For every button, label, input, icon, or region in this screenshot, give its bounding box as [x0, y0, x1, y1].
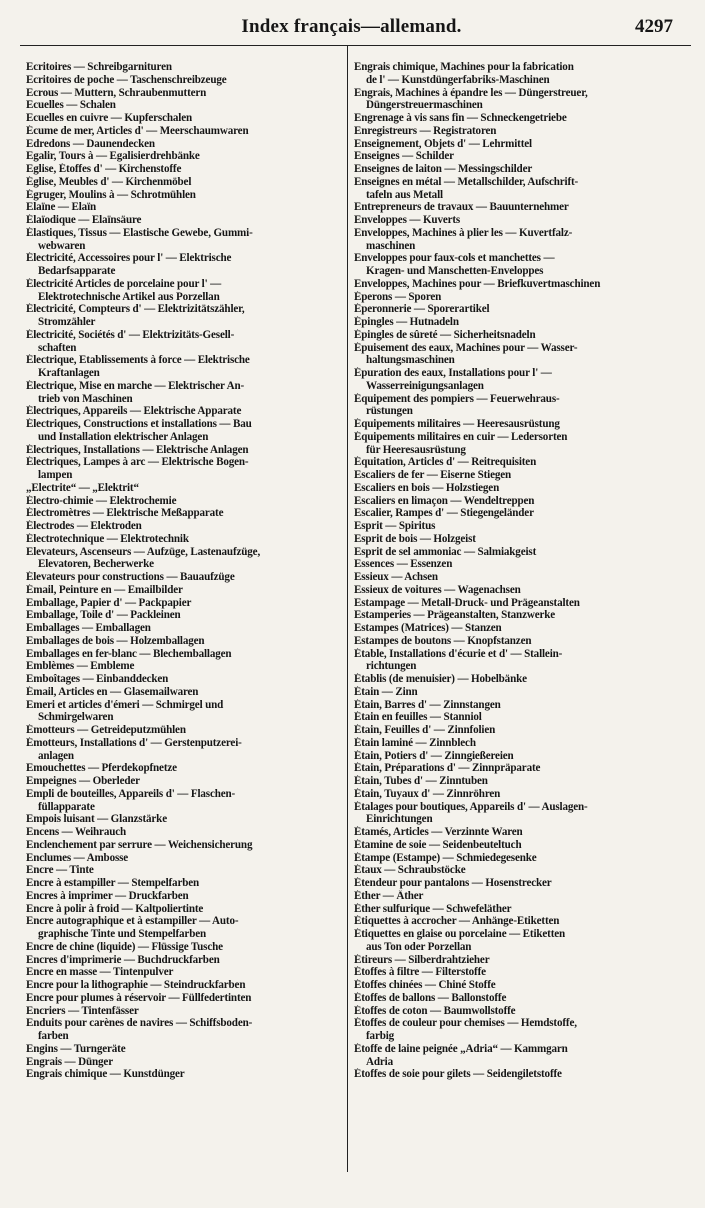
index-entry-continuation: füllapparate	[38, 800, 95, 813]
index-entry-continuation: und Installation elektrischer Anlagen	[38, 430, 209, 443]
index-entry: Étireurs — Silberdrahtzieher	[354, 953, 490, 966]
index-entry: Encre pour la lithographie — Steindruckfarben	[26, 979, 246, 991]
index-entry: Étain en feuilles — Stanniol	[354, 711, 482, 724]
index-entry: Escaliers en limaçon — Wendeltreppen	[354, 494, 535, 507]
index-entry: Étendeur pour pantalons — Hosenstrecker	[354, 877, 552, 889]
index-entry: Étiquettes en glaise ou porcelaine — Etiketten	[354, 928, 566, 940]
index-entry: Éther sulfurique — Schwefeläther	[354, 902, 512, 915]
index-entry: Électromètres — Elektrische Meßapparate	[26, 507, 224, 520]
index-entry: Enveloppes, Machines à plier les — Kuvertfalz-	[354, 226, 573, 239]
index-entry: Étain, Tubes d' — Zinntuben	[354, 775, 488, 787]
index-entry: Essieux — Achsen	[354, 571, 438, 583]
index-entry: Étain — Zinn	[354, 685, 418, 698]
index-entry: Église, Meubles d' — Kirchenmöbel	[26, 175, 192, 188]
index-entry: Ecrous — Muttern, Schraubenmuttern	[26, 86, 207, 99]
index-entry: Enseignement, Objets d' — Lehrmittel	[354, 137, 532, 150]
index-entry: Étalages pour boutiques, Appareils d' — Auslagen-	[354, 800, 588, 813]
index-entry: Étoffes de soie pour gilets — Seidengiletstoffe	[354, 1068, 562, 1081]
index-entry-continuation: rüstungen	[366, 405, 413, 418]
index-entry: Épingles — Hutnadeln	[354, 316, 459, 328]
index-entry: Élaïodique — Elaïnsäure	[26, 214, 142, 226]
index-entry: Enveloppes, Machines pour — Briefkuvertmaschinen	[354, 277, 601, 290]
index-entry: Électrodes — Elektroden	[26, 520, 142, 532]
index-entry: Électriques, Constructions et installations — Bau	[26, 418, 252, 430]
index-entry: Engrais, Machines à épandre les — Düngerstreuer,	[354, 86, 588, 99]
index-entry: Émail, Articles en — Glasemailwaren	[26, 685, 199, 698]
index-entry: Éperonnerie — Sporerartikel	[354, 303, 490, 316]
index-entry-continuation: de l' — Kunstdüngerfabriks-Maschinen	[366, 73, 550, 86]
index-entry: „Electrite“ — „Elektrit“	[26, 481, 139, 494]
index-entry: Engrais chimique, Machines pour la fabrication	[354, 61, 574, 73]
index-entry-continuation: schaften	[38, 341, 77, 354]
index-entry-continuation: richtungen	[366, 660, 417, 673]
left-column	[26, 61, 340, 1081]
index-entry-continuation: tafeln aus Metall	[366, 188, 443, 201]
index-entry: Entrepreneurs de travaux — Bauunternehmer	[354, 201, 569, 214]
index-entry: Écume de mer, Articles d' — Meerschaumwaren	[26, 124, 249, 137]
index-entry: Électricité, Accessoires pour l' — Elektrische	[26, 252, 232, 265]
index-entry-continuation: trieb von Maschinen	[38, 392, 133, 405]
index-entry: Estampes de boutons — Knopfstanzen	[354, 634, 532, 647]
index-entry: Essieux de voitures — Wagenachsen	[354, 583, 521, 596]
index-entry-continuation: farben	[38, 1030, 69, 1042]
index-entry: Encens — Weihrauch	[26, 826, 127, 838]
index-entry: Étamés, Articles — Verzinnte Waren	[354, 826, 523, 838]
index-entry: Engrais — Dünger	[26, 1055, 113, 1068]
index-entry-continuation: Stromzähler	[38, 316, 96, 328]
index-entry: Élevateurs pour constructions — Bauaufzüge	[26, 571, 235, 583]
index-entry: Émotteurs, Installations d' — Gerstenputzerei-	[26, 736, 242, 749]
index-entry: Emballage, Papier d' — Packpapier	[26, 596, 192, 609]
index-entry-continuation: Düngerstreuermaschinen	[366, 99, 483, 112]
index-entry: Enduits pour carènes de navires — Schiffsboden-	[26, 1017, 253, 1030]
index-entry: Enseignes — Schilder	[354, 150, 454, 163]
index-entry: Enseignes en métal — Metallschilder, Aufschrift-	[354, 175, 579, 188]
index-entry: Électriques, Installations — Elektrische Anlagen	[26, 443, 249, 456]
index-entry: Étoffes chinées — Chiné Stoffe	[354, 979, 496, 991]
index-entry: Empli de bouteilles, Appareils d' — Flaschen-	[26, 787, 236, 800]
index-entry: Encre en masse — Tintenpulver	[26, 966, 174, 979]
index-entry-continuation: haltungsmaschinen	[366, 354, 455, 367]
index-entry-continuation: Einrichtungen	[366, 813, 433, 826]
index-entry: Eglise, Étoffes d' — Kirchenstoffe	[26, 163, 182, 175]
index-entry: Équitation, Articles d' — Reitrequisiten	[354, 456, 537, 469]
index-entry: Étoffes à filtre — Filterstoffe	[354, 966, 486, 979]
index-entry: Enregistreurs — Registratoren	[354, 124, 497, 137]
index-entry: Enveloppes pour faux-cols et manchettes —	[354, 252, 555, 265]
index-entry: Étain, Préparations d' — Zinnpräparate	[354, 762, 541, 775]
index-entry: Encre à estampiller — Stempelfarben	[26, 877, 200, 889]
index-entry: Égruger, Moulins à — Schrotmühlen	[26, 188, 196, 201]
index-entry: Esprit — Spiritus	[354, 520, 436, 532]
index-entry-continuation: Wasserreinigungsanlagen	[366, 379, 484, 392]
index-entry: Équipements militaires — Heeresausrüstung	[354, 418, 560, 430]
index-entry: Escaliers en bois — Holzstiegen	[354, 481, 500, 494]
index-entry: Empois luisant — Glanzstärke	[26, 813, 167, 826]
index-entry: Émail, Peinture en — Emailbilder	[26, 583, 183, 596]
index-entry: Enclenchement par serrure — Weichensicherung	[26, 838, 253, 851]
column-divider	[347, 45, 348, 1172]
index-entry: Étain, Feuilles d' — Zinnfolien	[354, 724, 496, 736]
index-entry-continuation: farbig	[366, 1030, 395, 1042]
index-entry: Étable, Installations d'écurie et d' — Stallein-	[354, 647, 563, 660]
index-entry: Encre de chine (liquide) — Flüssige Tusche	[26, 940, 223, 953]
index-entry: Emboîtages — Einbanddecken	[26, 673, 169, 685]
index-entry: Éperons — Sporen	[354, 290, 442, 303]
index-entry: Estampes (Matrices) — Stanzen	[354, 622, 502, 634]
index-entry: Électro-chimie — Elektrochemie	[26, 494, 177, 507]
index-entry: Ecuelles en cuivre — Kupferschalen	[26, 112, 193, 124]
index-entry: Étain laminé — Zinnblech	[354, 736, 476, 749]
index-entry: Essences — Essenzen	[354, 558, 453, 571]
index-entry: Étoffes de ballons — Ballonstoffe	[354, 991, 507, 1004]
index-entry-continuation: für Heeresausrüstung	[366, 443, 466, 456]
index-entry: Elaïne — Elaïn	[26, 201, 97, 214]
index-entry: Ecritoires de poche — Taschenschreibzeuge	[26, 73, 227, 86]
index-entry: Emballages — Emballagen	[26, 622, 151, 634]
index-entry: Empeignes — Oberleder	[26, 775, 140, 787]
index-entry: Engrenage à vis sans fin — Schneckengetriebe	[354, 112, 567, 124]
index-entry-continuation: Kraftanlagen	[38, 367, 100, 379]
index-entry: Étampe (Estampe) — Schmiedegesenke	[354, 851, 537, 864]
index-entry: Edredons — Daunendecken	[26, 137, 155, 150]
index-entry: Encriers — Tintenfässer	[26, 1004, 139, 1017]
index-entry-continuation: Elektrotechnische Artikel aus Porzellan	[38, 290, 220, 303]
index-entry: Équipements militaires en cuir — Ledersorten	[354, 430, 568, 443]
index-entry: Esprit de sel ammoniac — Salmiakgeist	[354, 545, 537, 558]
index-entry: Enveloppes — Kuverts	[354, 214, 461, 226]
index-entry: Engins — Turngeräte	[26, 1042, 126, 1055]
index-entry-continuation: Adria	[366, 1055, 393, 1068]
index-entry: Encre pour plumes à réservoir — Füllfedertinten	[26, 991, 252, 1004]
index-entry: Ecritoires — Schreibgarnituren	[26, 61, 172, 73]
index-entry: Emouchettes — Pferdekopfnetze	[26, 762, 177, 775]
index-entry: Emblèmes — Embleme	[26, 660, 135, 673]
index-entry: Épingles de sûreté — Sicherheitsnadeln	[354, 328, 536, 341]
index-entry: Électriques, Appareils — Elektrische Apparate	[26, 405, 242, 418]
index-entry: Egalir, Tours à — Egalisierdrehbänke	[26, 150, 200, 163]
index-entry-continuation: webwaren	[38, 239, 86, 252]
page-number: 4297	[635, 16, 673, 37]
index-entry-continuation: graphische Tinte und Stempelfarben	[38, 928, 207, 940]
index-entry: Émotteurs — Getreideputzmühlen	[26, 724, 186, 736]
index-entry: Encre autographique et à estampiller — Auto-	[26, 915, 239, 928]
index-entry: Électricité, Compteurs d' — Elektrizitätszähler,	[26, 303, 245, 316]
index-entry: Équipement des pompiers — Feuerwehraus-	[354, 392, 560, 405]
index-entry-continuation: Schmirgelwaren	[38, 711, 114, 724]
index-entry: Électricité Articles de porcelaine pour l' —	[26, 277, 222, 290]
index-entry: Électrique, Mise en marche — Elektrischer An-	[26, 379, 245, 392]
page-title: Index français—allemand.	[241, 16, 462, 37]
index-entry: Éther — Äther	[354, 889, 424, 902]
index-entry: Épuisement des eaux, Machines pour — Wasser-	[354, 341, 578, 354]
index-entry: Étoffe de laine peignée „Adria“ — Kammgarn	[354, 1042, 568, 1055]
index-entry-continuation: Bedarfsapparate	[38, 265, 116, 277]
index-entry: Étain, Potiers d' — Zinngießereien	[354, 749, 514, 762]
index-entry-continuation: lampen	[38, 469, 73, 481]
index-entry: Ecuelles — Schalen	[26, 99, 116, 112]
index-entry: Escalier, Rampes d' — Stiegengeländer	[354, 507, 534, 520]
index-entry-continuation: Elevatoren, Becherwerke	[38, 558, 154, 571]
index-entry-continuation: aus Ton oder Porzellan	[366, 940, 472, 953]
index-entry: Étain, Tuyaux d' — Zinnröhren	[354, 787, 501, 800]
index-entry: Étamine de soie — Seidenbeuteltuch	[354, 838, 522, 851]
index-entry: Encre — Tinte	[26, 864, 94, 877]
index-entry: Enclumes — Ambosse	[26, 851, 129, 864]
right-column	[354, 61, 676, 1081]
index-entry: Encres à imprimer — Druckfarben	[26, 889, 189, 902]
index-entry: Électricité, Sociétés d' — Elektrizitäts-Gesell-	[26, 328, 235, 341]
index-entry: Escaliers de fer — Eiserne Stiegen	[354, 469, 512, 481]
index-entry: Électriques, Lampes à arc — Elektrische Bogen-	[26, 456, 249, 469]
index-entry: Estampage — Metall-Druck- und Prägeanstalten	[354, 596, 580, 609]
index-entry: Encres d'imprimerie — Buchdruckfarben	[26, 953, 220, 966]
index-entry: Enseignes de laiton — Messingschilder	[354, 163, 533, 175]
index-entry-continuation: anlagen	[38, 749, 74, 762]
page-header	[20, 16, 683, 42]
index-entry: Étain, Barres d' — Zinnstangen	[354, 698, 501, 711]
index-entry: Étiquettes à accrocher — Anhänge-Etiketten	[354, 915, 560, 928]
index-entry: Engrais chimique — Kunstdünger	[26, 1068, 185, 1081]
index-entry: Estamperies — Prägeanstalten, Stanzwerke	[354, 609, 556, 622]
header-rule	[20, 45, 691, 46]
index-entry: Établis (de menuisier) — Hobelbänke	[354, 673, 527, 685]
index-entry: Élastiques, Tissus — Elastische Gewebe, Gummi-	[26, 226, 253, 239]
index-entry: Étoffes de coton — Baumwollstoffe	[354, 1004, 516, 1017]
index-entry: Emballage, Toile d' — Packleinen	[26, 609, 181, 622]
index-entry: Électrique, Etablissements à force — Elektrische	[26, 354, 250, 367]
index-entry: Étoffes de couleur pour chemises — Hemdstoffe,	[354, 1017, 577, 1030]
index-entry: Elevateurs, Ascenseurs — Aufzüge, Lastenaufzüge,	[26, 545, 261, 558]
index-entry-continuation: maschinen	[366, 239, 416, 252]
index-entry: Emballages de bois — Holzemballagen	[26, 634, 205, 647]
index-entry: Encre à polir à froid — Kaltpoliertinte	[26, 902, 204, 915]
index-entry: Électrotechnique — Elektrotechnik	[26, 532, 189, 545]
index-entry: Emeri et articles d'émeri — Schmirgel und	[26, 698, 224, 711]
index-entry: Épuration des eaux, Installations pour l' —	[354, 367, 552, 379]
index-entry-continuation: Kragen- und Manschetten-Enveloppes	[366, 265, 544, 277]
index-entry: Esprit de bois — Holzgeist	[354, 532, 476, 545]
index-entry: Étaux — Schraubstöcke	[354, 864, 466, 877]
index-entry: Emballages en fer-blanc — Blechemballagen	[26, 647, 232, 660]
